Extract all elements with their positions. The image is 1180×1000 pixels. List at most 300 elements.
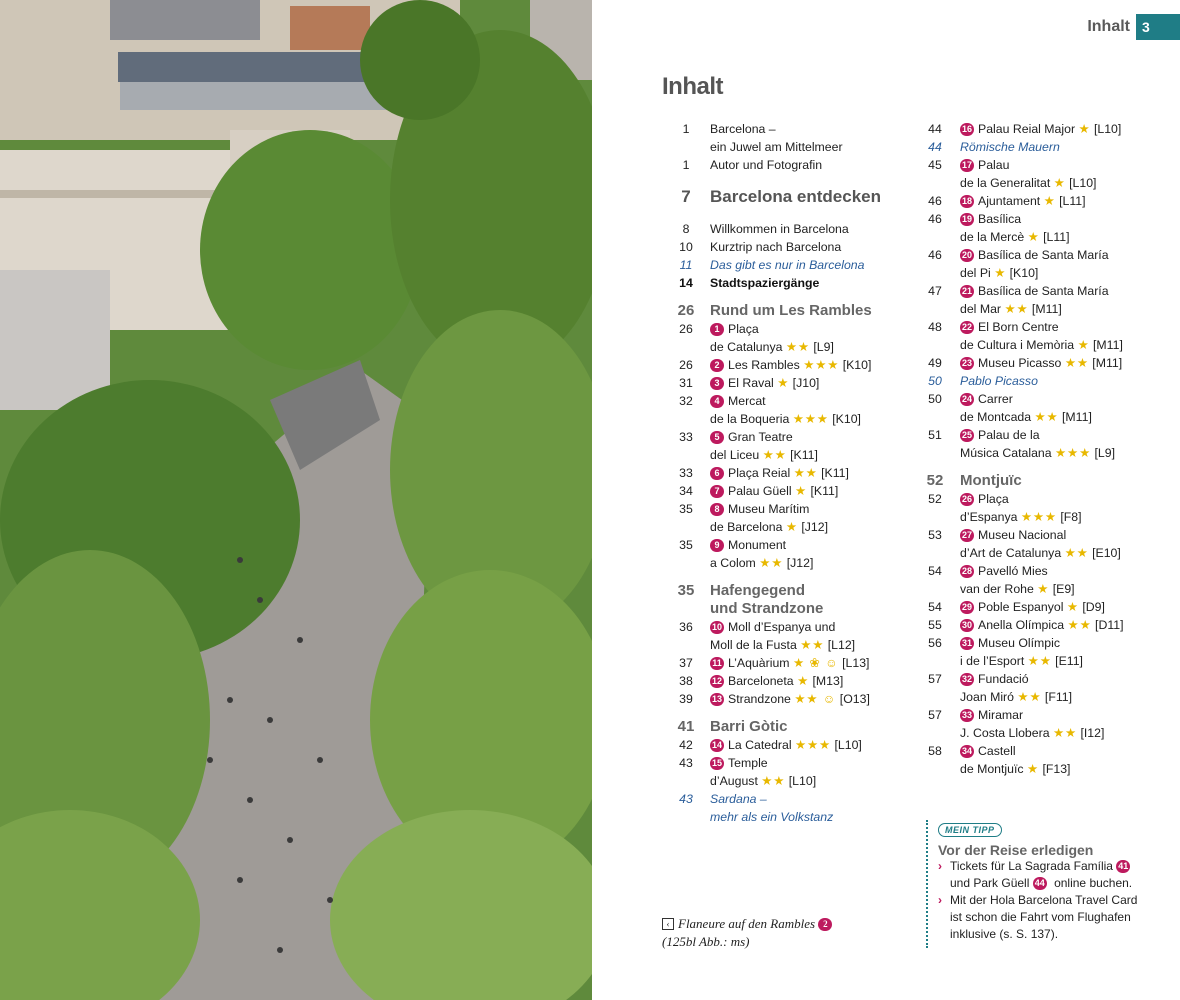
toc-entry-text [960, 490, 1180, 508]
toc-entry-text [960, 120, 1180, 138]
toc-entry [910, 724, 1180, 742]
map-reference: [L13] [842, 656, 870, 670]
toc-entry [668, 428, 928, 446]
toc-page-number: 38 [679, 674, 693, 688]
toc-entry-title: Música Catalana [960, 446, 1052, 460]
toc-page-number: 7 [681, 187, 691, 206]
toc-entry-title: Museu Olímpic [978, 636, 1061, 650]
toc-entry-text [710, 428, 928, 446]
toc-page-number: 51 [928, 428, 942, 442]
toc-entry [668, 754, 928, 772]
sight-number-badge: 2 [710, 359, 724, 372]
toc-page-number: 46 [928, 194, 942, 208]
star-rating: ★★ [793, 466, 818, 480]
toc-entry [910, 372, 1180, 390]
toc-page-number: 37 [679, 656, 693, 670]
star-rating: ★★★ [795, 738, 832, 752]
toc-entry-title: Basílica [978, 212, 1022, 226]
toc-entry [910, 138, 1180, 156]
star-rating: ★★ [1017, 690, 1042, 704]
sight-number-badge: 27 [961, 530, 972, 540]
toc-entry-text [710, 186, 928, 208]
toc-entry-text [710, 808, 928, 826]
toc-entry [668, 536, 928, 554]
tip-item-text: online buchen. [1054, 876, 1133, 890]
toc-entry-text [710, 672, 928, 690]
star-rating: ★ [1027, 762, 1040, 776]
toc-entry-title: Plaça [978, 492, 1009, 506]
toc-page-number: 1 [682, 122, 690, 136]
toc-page-number [910, 336, 960, 354]
map-reference: [M11] [1062, 410, 1092, 424]
toc-entry-title: de Montjuïc [960, 762, 1024, 776]
star-rating: ★ [1066, 600, 1079, 614]
toc-entry-text [960, 174, 1180, 192]
toc-entry-title: Museu Picasso [978, 356, 1062, 370]
toc-entry-title: d’Espanya [960, 510, 1018, 524]
toc-page-number [910, 688, 960, 706]
toc-entry [668, 120, 928, 138]
tip-number-badge: 41 [1118, 861, 1129, 871]
sight-number-badge: 29 [961, 602, 972, 612]
toc-entry-text [710, 600, 928, 618]
toc-entry-text [960, 444, 1180, 462]
tip-number-badge: 44 [1034, 878, 1045, 888]
toc-page-number: 26 [679, 358, 693, 372]
star-rating: ★★ [1034, 410, 1059, 424]
toc-entry-text [710, 718, 928, 736]
toc-entry-text [960, 282, 1180, 300]
star-rating: ★ [1043, 194, 1056, 208]
toc-entry-text [710, 772, 928, 790]
toc-entry-title: Miramar [978, 708, 1024, 722]
toc-page-number: 11 [679, 258, 693, 272]
toc-page-number: 31 [679, 376, 693, 390]
toc-entry-text [710, 338, 928, 356]
toc-entry-text [710, 790, 928, 808]
sight-number-badge: 31 [961, 638, 972, 648]
toc-entry [910, 156, 1180, 174]
toc-entry [910, 688, 1180, 706]
toc-entry [668, 274, 928, 292]
sight-number-badge: 24 [961, 394, 972, 404]
toc-entry [910, 544, 1180, 562]
toc-entry-title: a Colom [710, 556, 756, 570]
toc-entry [668, 500, 928, 518]
sight-number-badge: 32 [961, 674, 972, 684]
toc-entry-text [960, 408, 1180, 426]
toc-entry-title: Moll de la Fusta [710, 638, 797, 652]
toc-entry [668, 618, 928, 636]
caption-credit: (125bl Abb.: ms) [662, 934, 750, 949]
toc-entry-title: i de l’Esport [960, 654, 1025, 668]
toc-entry [910, 318, 1180, 336]
toc-entry [668, 138, 928, 156]
sight-number-badge: 11 [710, 657, 724, 670]
toc-page-number: 55 [928, 618, 942, 632]
toc-entry-title: Hafengegend [710, 582, 806, 599]
toc-entry-title: de Barcelona [710, 520, 783, 534]
map-reference: [F11] [1044, 690, 1073, 704]
map-reference: [K10] [842, 358, 872, 372]
toc-entry [910, 120, 1180, 138]
star-rating: ★ [1077, 338, 1090, 352]
toc-page-number [662, 410, 710, 428]
toc-page-number: 44 [928, 140, 942, 154]
map-reference: [L11] [1043, 230, 1070, 244]
toc-entry-text [960, 300, 1180, 318]
sight-number-badge: 19 [961, 214, 972, 224]
toc-entry-title: J. Costa Llobera [960, 726, 1050, 740]
toc-column-left [668, 120, 928, 826]
star-rating: ★★ [761, 774, 786, 788]
toc-entry-text [710, 392, 928, 410]
map-reference: [F8] [1060, 510, 1082, 524]
toc-entry-text [960, 336, 1180, 354]
toc-entry-title: El Born Centre [978, 320, 1059, 334]
toc-entry-title: Castell [978, 744, 1016, 758]
toc-entry [910, 562, 1180, 580]
toc-entry-title: Fundació [978, 672, 1029, 686]
toc-entry [910, 598, 1180, 616]
star-rating: ★★ [1004, 302, 1029, 316]
sight-number-badge: 8 [710, 503, 724, 516]
toc-entry-title: del Pi [960, 266, 991, 280]
toc-page-number: 32 [679, 394, 693, 408]
toc-entry [910, 580, 1180, 598]
toc-page-number: 54 [928, 564, 942, 578]
toc-entry [668, 338, 928, 356]
toc-page-number: 35 [677, 582, 695, 599]
star-rating: ★ [785, 520, 798, 534]
toc-entry-title: mehr als ein Volkstanz [710, 810, 834, 824]
sight-number-badge: 34 [961, 746, 972, 756]
toc-page-number [662, 446, 710, 464]
toc-entry-text [710, 754, 928, 772]
star-rating: ★ [994, 266, 1007, 280]
sight-number-badge: 12 [711, 676, 722, 686]
star-rating: ★★ [1064, 546, 1089, 560]
map-reference: [K10] [832, 412, 861, 426]
star-rating: ★★ [1052, 726, 1078, 740]
toc-entry-text [960, 426, 1180, 444]
sight-number-badge: 6 [710, 467, 724, 480]
sight-number-badge: 30 [961, 620, 972, 630]
toc-entry [910, 192, 1180, 210]
toc-entry-title: Monument [728, 538, 787, 552]
toc-entry-text [710, 138, 928, 156]
sight-number-badge: 7 [710, 485, 724, 498]
map-reference: [M11] [1092, 356, 1123, 370]
toc-entry-title: Barcelona entdecken [710, 187, 882, 206]
toc-entry-title: Das gibt es nur in Barcelona [710, 258, 865, 272]
toc-entry-title: Römische Mauern [960, 140, 1060, 154]
map-reference: [L10] [1069, 176, 1097, 190]
map-reference: [K11] [810, 484, 839, 498]
toc-entry-title: Basílica de Santa María [978, 284, 1109, 298]
toc-entry [668, 464, 928, 482]
toc-entry-text [710, 636, 928, 654]
tip-item-text: ist schon die Fahrt vom Flughafen [950, 910, 1131, 924]
toc-entry-text [960, 598, 1180, 616]
toc-page-number [910, 444, 960, 462]
toc-entry-title: Rund um Les Rambles [710, 302, 872, 319]
spacer [668, 174, 928, 186]
toc-entry [910, 426, 1180, 444]
sight-number-badge: 17 [961, 160, 972, 170]
toc-page-number [910, 508, 960, 526]
spacer [910, 462, 1180, 472]
toc-entry [910, 282, 1180, 300]
map-reference: [L11] [1059, 194, 1086, 208]
toc-entry-title: d’August [710, 774, 758, 788]
map-reference: [L9] [1094, 446, 1116, 460]
toc-entry-text [710, 320, 928, 338]
toc-page-number: 52 [928, 492, 942, 506]
toc-entry-text [960, 354, 1180, 372]
toc-entry [910, 472, 1180, 490]
toc-entry-text [960, 706, 1180, 724]
sight-number-badge: 13 [711, 694, 722, 704]
toc-page-number: 43 [679, 792, 693, 806]
sight-number-badge: 14 [711, 740, 722, 750]
star-rating: ★★ [762, 448, 787, 462]
toc-entry-title: Palau Reial Major [978, 122, 1076, 136]
toc-entry-title: Joan Miró [960, 690, 1014, 704]
toc-page-number [662, 600, 710, 618]
sight-number-badge: 25 [961, 430, 972, 440]
toc-entry-text [710, 356, 928, 374]
star-rating: ★★ [1067, 618, 1092, 632]
toc-page-number: 34 [679, 484, 693, 498]
bullet-arrow-icon: › [938, 859, 942, 873]
map-reference: [D11] [1095, 618, 1124, 632]
toc-page-number [910, 544, 960, 562]
map-reference: [M13] [812, 674, 844, 688]
star-rating: ★★★ [792, 412, 829, 426]
toc-entry-text [710, 464, 928, 482]
toc-entry [668, 410, 928, 428]
toc-entry [910, 408, 1180, 426]
star-rating: ★★★ [1055, 446, 1092, 460]
toc-entry [910, 706, 1180, 724]
sight-number-badge: 21 [961, 286, 972, 296]
sight-number-badge: 23 [961, 358, 972, 368]
toc-entry-title: Strandzone [728, 692, 791, 706]
toc-entry [668, 238, 928, 256]
table-of-contents-page [592, 0, 1180, 1000]
toc-page-number: 1 [682, 158, 690, 172]
toc-entry-text [960, 318, 1180, 336]
toc-entry-title: de Cultura i Memòria [960, 338, 1075, 352]
star-rating: ★ [1027, 230, 1040, 244]
toc-entry-text [960, 562, 1180, 580]
caption-text: Flaneure auf den Rambles [678, 916, 816, 931]
toc-entry-text [960, 526, 1180, 544]
toc-page-number [910, 580, 960, 598]
toc-entry-text [960, 246, 1180, 264]
toc-entry-title: Carrer [978, 392, 1013, 406]
star-rating: ★ ❀ ☺ [792, 656, 839, 670]
toc-entry [668, 356, 928, 374]
running-head-label: Inhalt [1087, 18, 1130, 35]
toc-page-number [662, 772, 710, 790]
toc-entry-text [960, 472, 1180, 490]
sight-number-badge: 15 [711, 758, 722, 768]
toc-entry-title: Pablo Picasso [960, 374, 1038, 388]
map-reference: [E10] [1092, 546, 1121, 560]
toc-entry [910, 490, 1180, 508]
sight-number-badge: 20 [961, 250, 972, 260]
caption-number-badge: 2 [818, 918, 832, 931]
map-reference: [J12] [801, 520, 829, 534]
toc-entry-title: Ajuntament [978, 194, 1041, 208]
star-rating: ★★ ☺ [794, 692, 837, 706]
toc-page-number: 33 [679, 466, 693, 480]
toc-entry [668, 518, 928, 536]
map-reference: [L12] [827, 638, 856, 652]
toc-entry-title: Palau [978, 158, 1010, 172]
sight-number-badge: 28 [961, 566, 972, 576]
toc-page-number: 26 [677, 302, 695, 319]
toc-entry-title: Kurztrip nach Barcelona [710, 240, 842, 254]
toc-entry-text [960, 544, 1180, 562]
sight-number-badge: 26 [961, 494, 972, 504]
map-reference: [K11] [790, 448, 818, 462]
toc-entry-text [960, 192, 1180, 210]
toc-page-number: 41 [677, 718, 695, 735]
toc-page-number [662, 338, 710, 356]
star-rating: ★ [777, 376, 790, 390]
toc-page-number: 58 [928, 744, 942, 758]
toc-entry [668, 392, 928, 410]
toc-entry [668, 186, 928, 208]
toc-entry-title: Museu Nacional [978, 528, 1067, 542]
map-reference: [L10] [834, 738, 862, 752]
toc-entry-text [960, 580, 1180, 598]
tip-item-text: Tickets für La Sagrada Família [950, 859, 1113, 873]
toc-page-number: 53 [928, 528, 942, 542]
toc-entry [668, 256, 928, 274]
toc-entry [668, 446, 928, 464]
map-reference: [L9] [813, 340, 834, 354]
toc-entry [668, 582, 928, 600]
toc-page-number: 48 [928, 320, 942, 334]
map-reference: [F13] [1042, 762, 1071, 776]
toc-entry-title: Plaça [728, 322, 759, 336]
toc-entry-title: Mercat [728, 394, 766, 408]
map-reference: [J10] [792, 376, 820, 390]
toc-entry [910, 760, 1180, 778]
toc-entry-title: und Strandzone [710, 600, 824, 617]
toc-page-number: 43 [679, 756, 693, 770]
toc-entry [668, 220, 928, 238]
toc-page-number: 14 [679, 276, 693, 290]
toc-entry-title: Barri Gòtic [710, 718, 788, 735]
tip-item [938, 858, 1158, 892]
toc-entry [668, 808, 928, 826]
toc-page-number: 52 [926, 472, 944, 489]
toc-entry [910, 526, 1180, 544]
map-reference: [E11] [1055, 654, 1083, 668]
star-rating: ★★ [1064, 356, 1089, 370]
toc-entry-title: Montjuïc [960, 472, 1022, 489]
toc-entry-text [960, 138, 1180, 156]
toc-entry [668, 772, 928, 790]
toc-entry [668, 600, 928, 618]
toc-entry-title: Basílica de Santa María [978, 248, 1109, 262]
map-reference: [J12] [786, 556, 814, 570]
toc-entry-title: de Catalunya [710, 340, 783, 354]
toc-entry-text [960, 228, 1180, 246]
toc-entry-text [960, 616, 1180, 634]
sight-number-badge: 4 [710, 395, 724, 408]
toc-page-number: 44 [928, 122, 942, 136]
toc-entry-text [960, 760, 1180, 778]
tip-item [938, 892, 1158, 943]
toc-entry-title: del Mar [960, 302, 1002, 316]
sight-number-badge: 10 [711, 622, 722, 632]
toc-column-right [910, 120, 1180, 778]
toc-entry-text [710, 536, 928, 554]
sight-number-badge: 3 [710, 377, 724, 390]
toc-page-number: 46 [928, 212, 942, 226]
toc-entry-title: Pavelló Mies [978, 564, 1048, 578]
toc-entry-title: del Liceu [710, 448, 760, 462]
toc-entry-text [710, 220, 928, 238]
bullet-arrow-icon: › [938, 893, 942, 907]
toc-entry-text [960, 508, 1180, 526]
page-title: Inhalt [662, 73, 723, 100]
toc-entry-title: Barceloneta [728, 674, 794, 688]
toc-entry-text [960, 652, 1180, 670]
toc-page-number: 47 [928, 284, 942, 298]
toc-entry-title: Plaça Reial [728, 466, 791, 480]
toc-page-number [910, 174, 960, 192]
map-reference: [I12] [1080, 726, 1105, 740]
toc-entry-text [960, 390, 1180, 408]
star-rating: ★ [1037, 582, 1050, 596]
toc-entry-text [710, 302, 928, 320]
toc-page-number [662, 636, 710, 654]
toc-entry [910, 354, 1180, 372]
toc-entry-title: de la Boqueria [710, 412, 790, 426]
toc-entry-title: Autor und Fotografin [710, 158, 823, 172]
toc-page-number: 54 [928, 600, 942, 614]
toc-entry-text [960, 372, 1180, 390]
toc-entry [668, 718, 928, 736]
toc-entry [668, 690, 928, 708]
toc-page-number: 26 [679, 322, 693, 336]
sight-number-badge: 22 [961, 322, 972, 332]
sight-number-badge: 1 [710, 323, 724, 336]
toc-entry-title: El Raval [728, 376, 774, 390]
tip-item-text: inklusive (s. S. 137). [950, 927, 1059, 941]
spacer [668, 572, 928, 582]
star-rating: ★ [1078, 122, 1091, 136]
star-rating: ★ [797, 674, 810, 688]
toc-entry-title: Willkommen in Barcelona [710, 222, 849, 236]
toc-entry-text [710, 654, 928, 672]
toc-page-number: 35 [679, 538, 693, 552]
toc-entry-title: Stadtspaziergänge [710, 276, 820, 290]
star-rating: ★★ [785, 340, 810, 354]
running-head [1087, 14, 1180, 40]
toc-entry [910, 264, 1180, 282]
toc-entry [910, 336, 1180, 354]
toc-page-number: 49 [928, 356, 942, 370]
toc-entry-title: Temple [728, 756, 768, 770]
